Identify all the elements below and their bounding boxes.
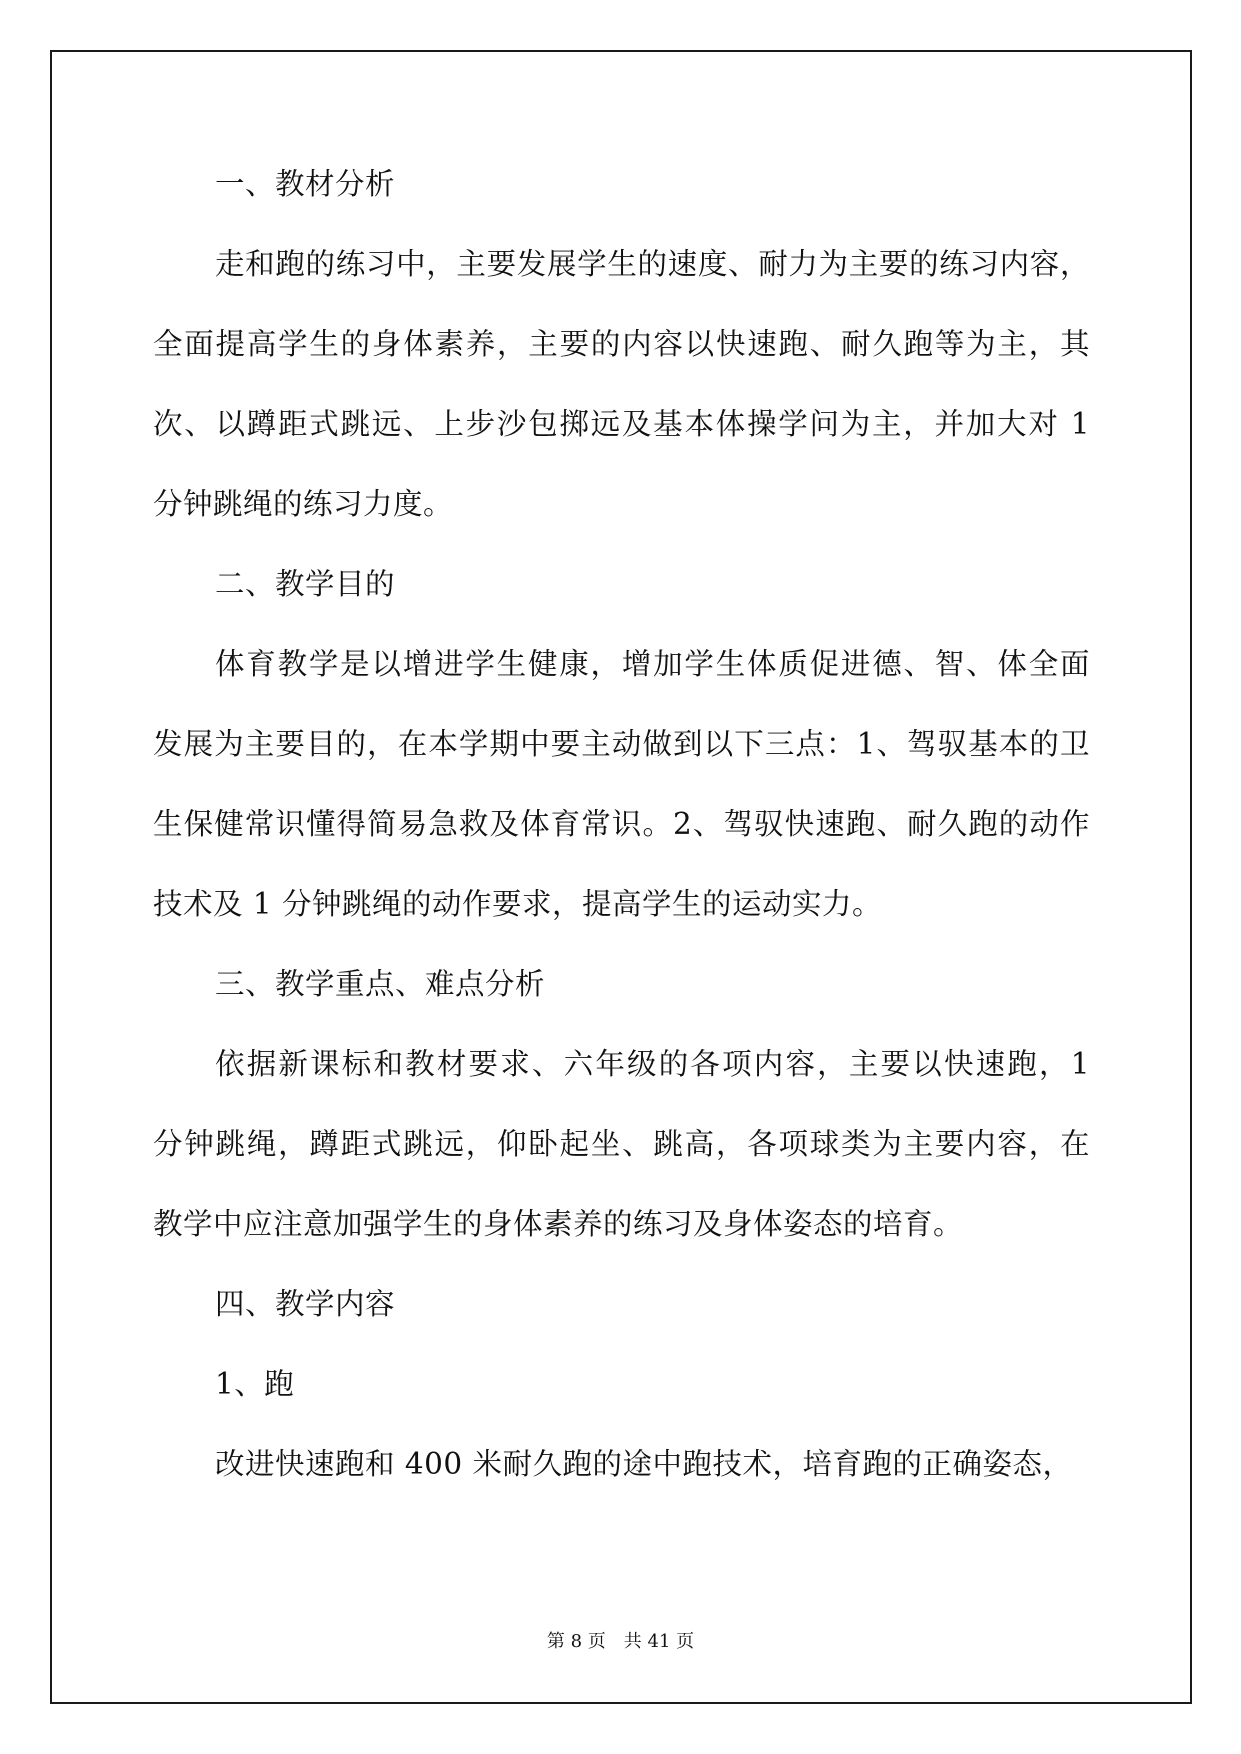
- section-heading: 二、教学目的: [215, 567, 396, 601]
- paragraph-line: 次、以蹲距式跳远、上步沙包掷远及基本体操学问为主，并加大对 1: [153, 407, 1090, 441]
- subsection-heading: 1、跑: [215, 1367, 295, 1401]
- paragraph-line: 发展为主要目的，在本学期中要主动做到以下三点：1、驾驭基本的卫: [153, 727, 1090, 761]
- paragraph-line: 生保健常识懂得简易急救及体育常识。2、驾驭快速跑、耐久跑的动作: [153, 807, 1090, 841]
- paragraph-line: 全面提高学生的身体素养，主要的内容以快速跑、耐久跑等为主，其: [153, 327, 1090, 361]
- paragraph-line: 教学中应注意加强学生的身体素养的练习及身体姿态的培育。: [153, 1207, 964, 1241]
- paragraph-line: 走和跑的练习中，主要发展学生的速度、耐力为主要的练习内容，: [215, 247, 1090, 281]
- paragraph-line: 技术及 1 分钟跳绳的动作要求，提高学生的运动实力。: [153, 887, 883, 921]
- section-heading: 三、教学重点、难点分析: [215, 967, 546, 1001]
- paragraph-line: 分钟跳绳的练习力度。: [153, 487, 454, 521]
- paragraph-line: 依据新课标和教材要求、六年级的各项内容，主要以快速跑，1: [215, 1047, 1090, 1081]
- document-body: [153, 160, 1090, 1520]
- paragraph-line: 体育教学是以增进学生健康，增加学生体质促进德、智、体全面: [215, 647, 1090, 681]
- section-heading: 一、教材分析: [215, 167, 396, 201]
- page-total: 共 41 页: [623, 1631, 695, 1652]
- paragraph-line: 分钟跳绳，蹲距式跳远，仰卧起坐、跳高，各项球类为主要内容，在: [153, 1127, 1090, 1161]
- paragraph-line: 改进快速跑和 400 米耐久跑的途中跑技术，培育跑的正确姿态，: [215, 1447, 1073, 1481]
- page-footer: [0, 1630, 1241, 1654]
- section-heading: 四、教学内容: [215, 1287, 396, 1321]
- page-number: 第 8 页: [546, 1631, 606, 1652]
